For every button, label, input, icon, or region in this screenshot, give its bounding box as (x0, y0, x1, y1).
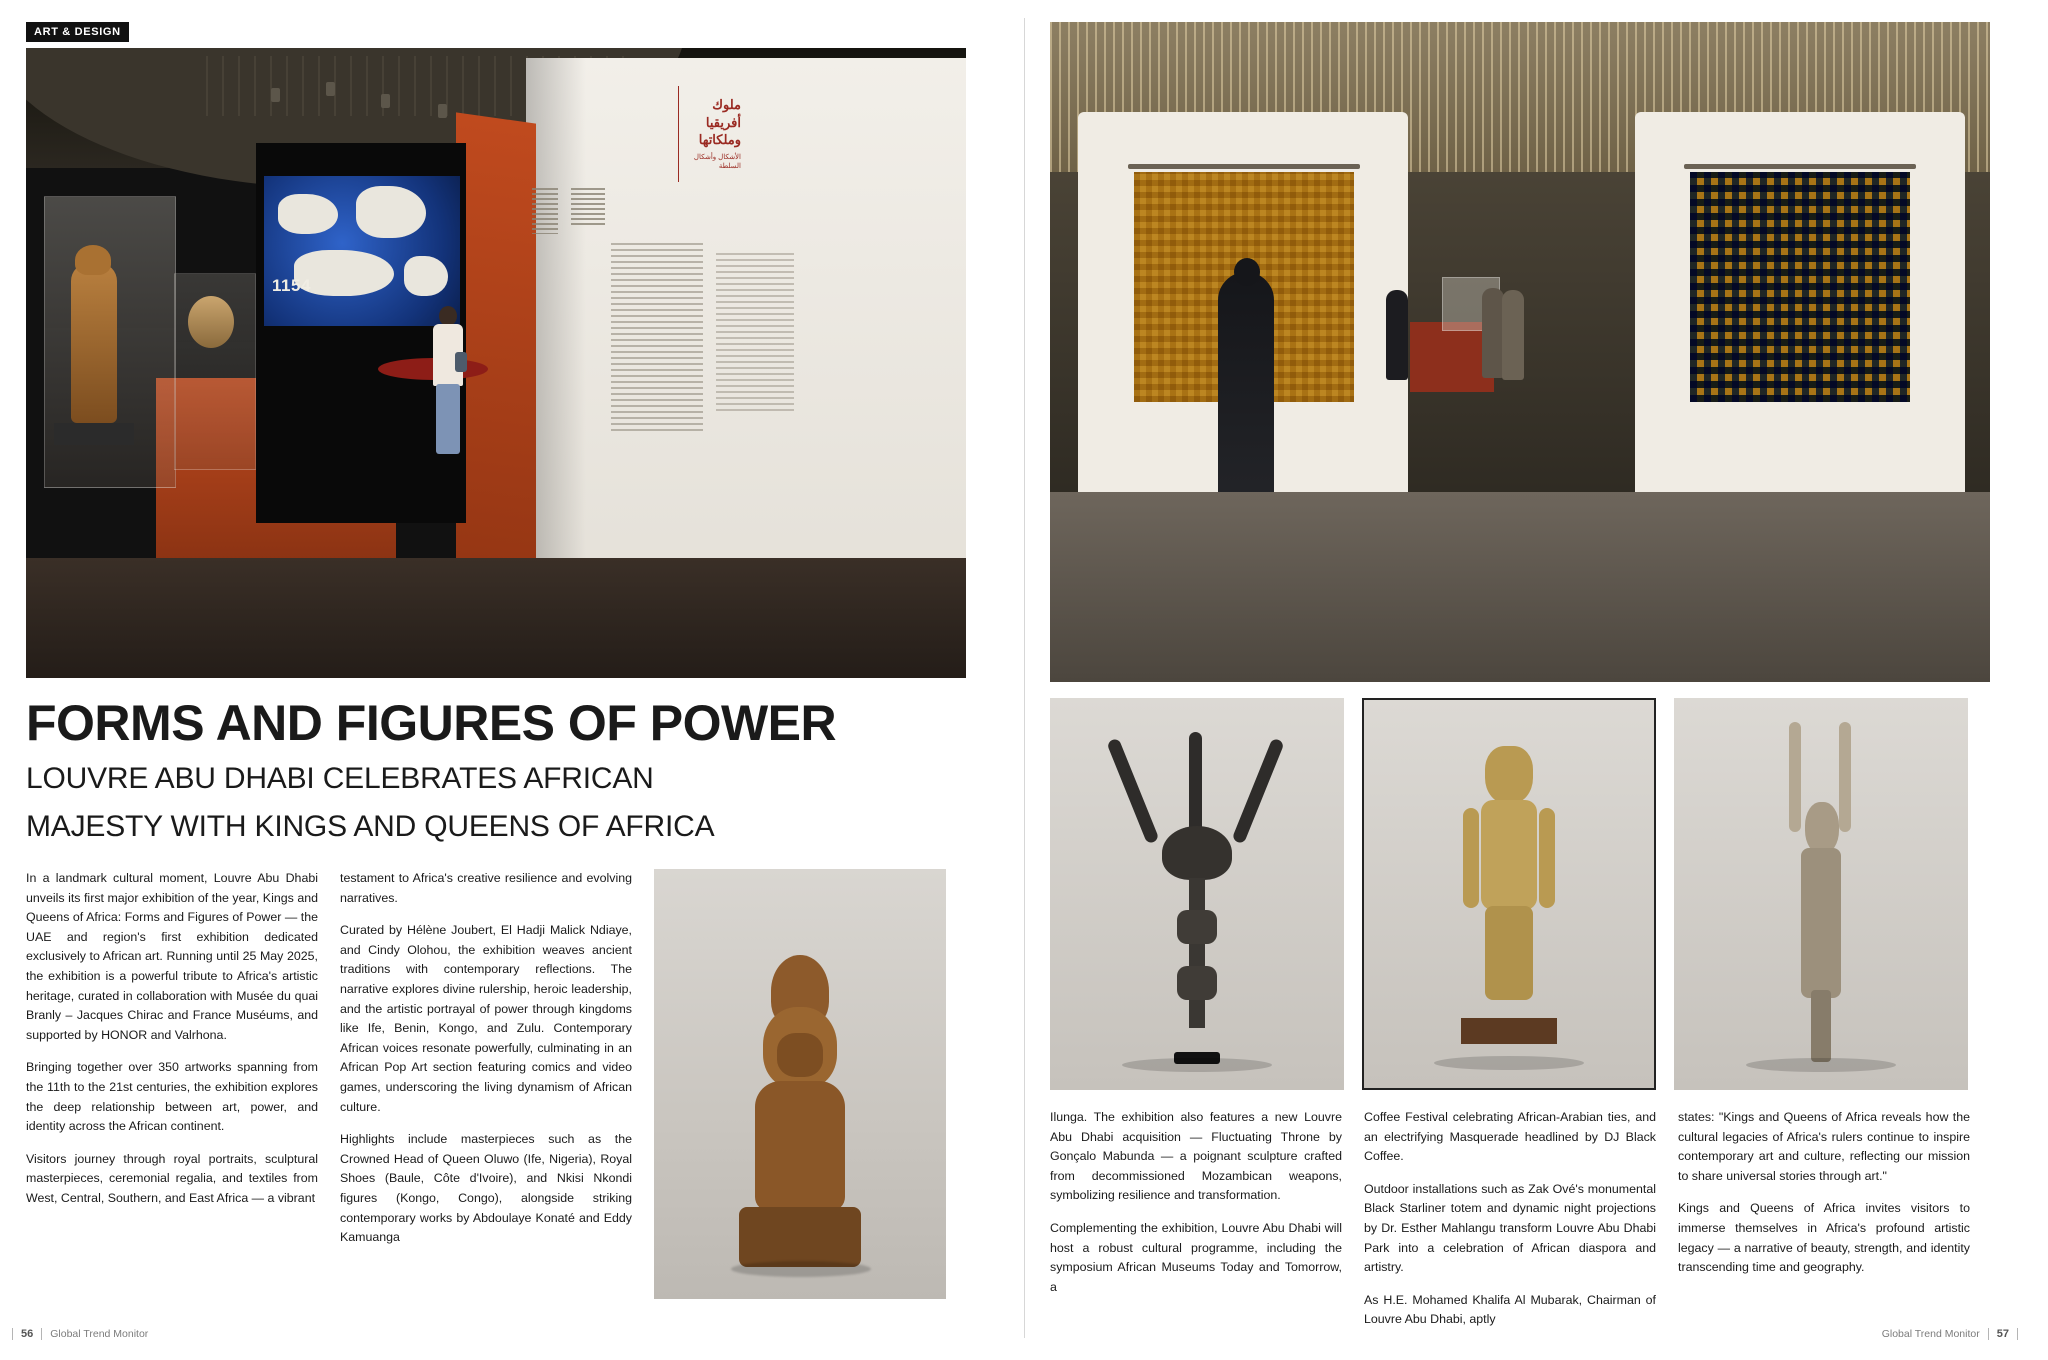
artifact-thumbnail-row (1050, 698, 2018, 1090)
page-subtitle-line-1: LOUVRE ABU DHABI CELEBRATES AFRICAN (26, 762, 654, 795)
footer-publication: Global Trend Monitor (1881, 1328, 1980, 1340)
paragraph: Curated by Hélène Joubert, El Hadji Malick Ndiaye, and Cindy Olohou, the exhibition weaves ancient traditions with contemporary reflections. The narrative explores divine rulership, heroic leadership, and the artistic portrayal of power through kingdoms like Ife, Benin, Kongo, and Zulu. Contemporary African voices resonate powerfully, culminating in an African Pop Art section featuring comics and video games, underscoring the living dynamism of African culture. (340, 923, 632, 1114)
gallery-floor (1050, 492, 1990, 682)
article-column-1 (26, 869, 318, 1299)
page-subtitle-line-2: MAJESTY WITH KINGS AND QUEENS OF AFRICA (26, 810, 715, 843)
museum-visitor (1482, 288, 1504, 378)
footer-divider (12, 1328, 13, 1340)
paragraph: Bringing together over 350 artworks spanning from the 11th to the 21st centuries, the exhibition explores the deep relationship between art, power, and identity across the African continent. (26, 1060, 318, 1134)
footer-divider (1988, 1328, 1989, 1340)
museum-visitor (1386, 290, 1408, 380)
artifact-figure-column (654, 869, 946, 1299)
wall-text-column-2 (716, 253, 794, 413)
paragraph: Kings and Queens of Africa invites visitors to immerse themselves in Africa's profound artistic legacy — a narrative of beauty, strength, and identity transcending time and geography. (1678, 1201, 1970, 1275)
wall-label-b (571, 188, 605, 228)
paragraph: As H.E. Mohamed Khalifa Al Mubarak, Chairman of Louvre Abu Dhabi, aptly (1364, 1292, 1656, 1327)
footer-publication: Global Trend Monitor (50, 1328, 149, 1340)
hero-arabic-title: ملوك أفريقيا وملكاتها الأشكال وأشكال السلطة (693, 97, 741, 171)
paragraph: testament to Africa's creative resilience and evolving narratives. (340, 871, 632, 905)
museum-visitor (1502, 290, 1524, 380)
paragraph: Outdoor installations such as Zak Ové's monumental Black Starliner totem and dynamic night projections by Dr. Esther Mahlangu transform Louvre Abu Dhabi Park into a celebration of African diaspora and artistry. (1364, 1181, 1656, 1275)
wall-text-column-1 (611, 243, 703, 433)
spotlight-icon (438, 104, 447, 118)
visitor-foreground (1218, 272, 1274, 502)
paragraph: Visitors journey through royal portraits, sculptural masterpieces, ceremonial regalia, and textiles from West, Central, Southern, and East Africa — a vibrant (26, 1151, 318, 1205)
article-column-2 (340, 869, 632, 1299)
right-page-columns (1050, 1108, 2018, 1343)
artifact-photo-crowned-figure (654, 869, 946, 1299)
footer-left (12, 1328, 148, 1340)
sculpture-plinth (54, 423, 134, 445)
footer-divider (2017, 1328, 2018, 1340)
footer-divider (41, 1328, 42, 1340)
artifact-thumb-standing-figure (1362, 698, 1656, 1090)
hero-screen-number: 1154 (272, 276, 311, 295)
spotlight-icon (271, 88, 280, 102)
paragraph: Coffee Festival celebrating African-Arabian ties, and an electrifying Masquerade headlined by DJ Black Coffee. (1364, 1110, 1656, 1164)
page-number: 56 (21, 1328, 34, 1340)
hero-floor (26, 558, 966, 678)
category-tag: ART & DESIGN (26, 22, 129, 42)
gallery-hall-photo (1050, 22, 1990, 682)
ceremonial-disc-artifact (188, 296, 234, 348)
tapestry-rod-right (1684, 164, 1916, 169)
page-number: 57 (1996, 1328, 2009, 1340)
article-column-4 (1050, 1108, 1342, 1343)
textile-artwork-blue (1690, 172, 1910, 402)
tapestry-rod-left (1128, 164, 1360, 169)
spotlight-icon (381, 94, 390, 108)
wall-label-a (532, 188, 558, 234)
right-page (1024, 0, 2048, 1360)
left-page-columns (26, 869, 994, 1299)
footer-right (1882, 1328, 2018, 1340)
paragraph: Highlights include masterpieces such as the Crowned Head of Queen Oluwo (Ife, Nigeria), Royal Shoes (Baule, Côte d'Ivoire), and Nkisi Nkondi figures (Kongo, Congo), alongside striking contemporary works by Abdoulaye Konaté and Eddy Kamuanga (340, 1132, 632, 1245)
paragraph: states: "Kings and Queens of Africa reveals how the cultural legacies of Africa's rulers continue to inspire contemporary art and culture, reflecting our mission to share universal stories through art." (1678, 1110, 1970, 1183)
spotlight-icon (326, 82, 335, 96)
sculpture-figure (71, 263, 117, 423)
artifact-thumb-ceremonial-staff (1050, 698, 1344, 1090)
artifact-thumb-carved-figure (1674, 698, 1968, 1090)
hero-map-screen (264, 176, 460, 326)
hero-exhibition-photo (26, 48, 966, 678)
article-column-5 (1364, 1108, 1656, 1343)
wall-accent-line (678, 86, 679, 182)
page-title: FORMS AND FIGURES OF POWER (26, 695, 837, 751)
paragraph: In a landmark cultural moment, Louvre Abu Dhabi unveils its first major exhibition of the year, Kings and Queens of Africa: Forms and Figures of Power — the UAE and region's first exhibition dedicated exclusively to African art. Running until 25 May 2025, the exhibition is a powerful tribute to Africa's artistic heritage, curated in collaboration with Musée du quai Branly – Jacques Chirac and France Muséums, and supported by HONOR and Valrhona. (26, 871, 318, 1042)
museum-visitor (431, 306, 465, 466)
article-column-6 (1678, 1108, 1970, 1343)
paragraph: Complementing the exhibition, Louvre Abu Dhabi will host a robust cultural programme, including the symposium African Museums Today and Tomorrow, a (1050, 1220, 1342, 1294)
paragraph: Ilunga. The exhibition also features a new Louvre Abu Dhabi acquisition — Fluctuating Throne by Gonçalo Mabunda — a poignant sculpture crafted from decommissioned Mozambican weapons, symbolizing resilience and transformation. (1050, 1110, 1342, 1203)
